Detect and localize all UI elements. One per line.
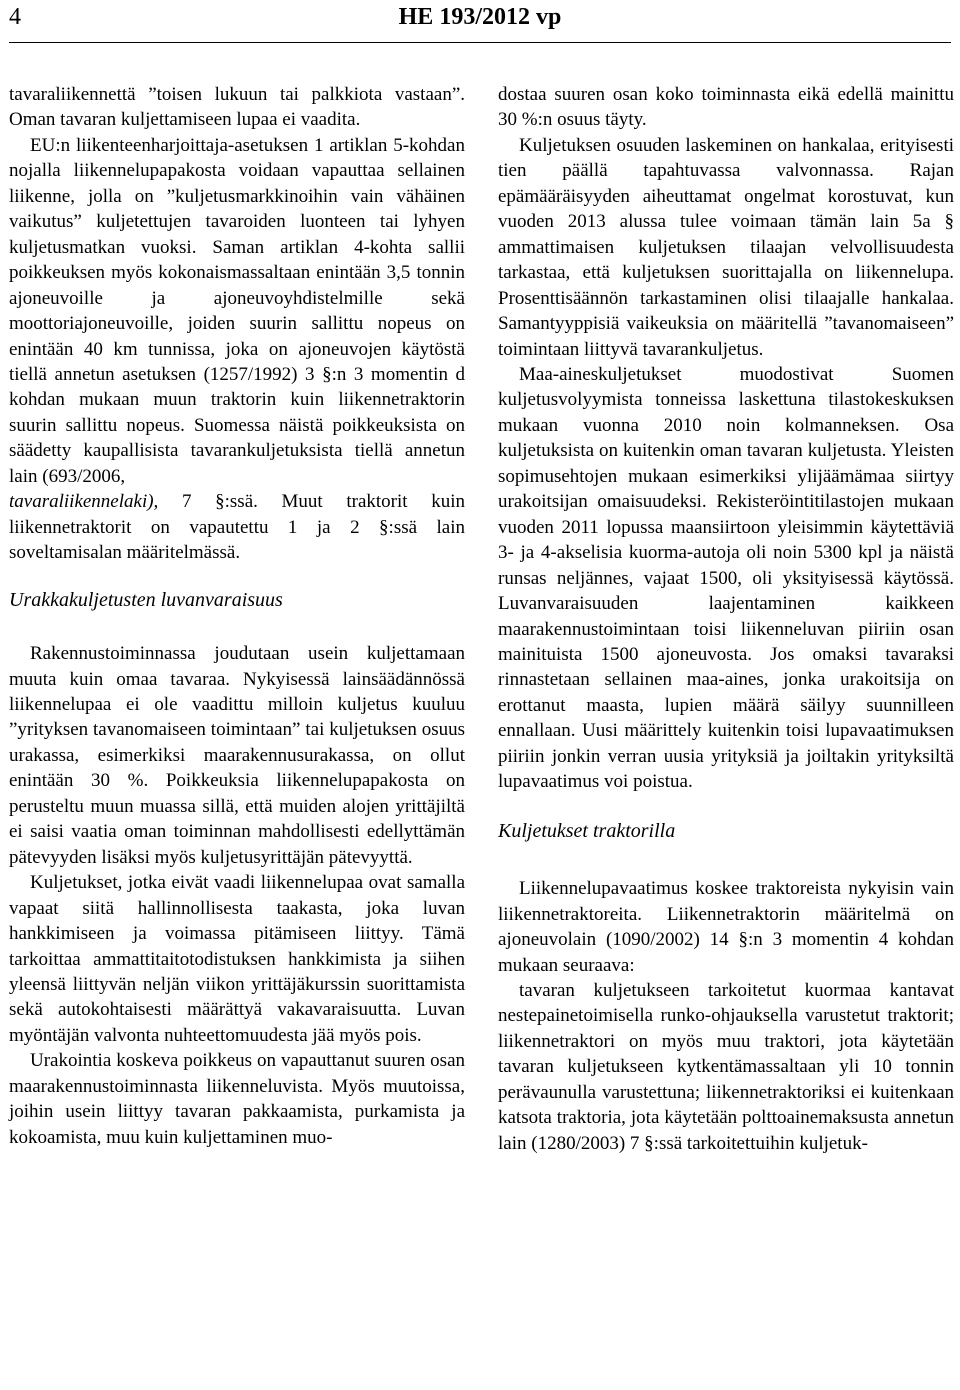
- left-paragraph-2-end: 7 §:ssä. Muut traktorit kuin liikennetraktorit on vapautettu 1 ja 2 §:ssä lain soveltamisalan määritelmässä.: [9, 491, 465, 564]
- law-short-name: tavaraliikennelaki),: [9, 491, 159, 513]
- section-heading-urakkakuljetusten: Urakkakuljetusten luvanvaraisuus: [9, 588, 283, 611]
- section-heading-kuljetukset-traktorilla: Kuljetukset traktorilla: [498, 819, 676, 842]
- header-rule: [9, 42, 951, 43]
- page-number: 4: [9, 4, 21, 30]
- right-paragraph-4: Liikennelupavaatimus koskee traktoreista nykyisin vain liikennetraktoreita. Liikennetraktorin määritelmä on ajoneuvolain (1090/2002) 14 §:n 3 momentin 4 kohdan mukaan seuraava:: [498, 878, 954, 976]
- left-paragraph-4: Kuljetukset, jotka eivät vaadi liikennelupaa ovat samalla vapaat siitä hallinnollisesta taakasta, joka luvan hankkimiseen ja voimassa pitämiseen liittyy. Tämä tarkoittaa ammattitaitotodistuksen hankkimista ja siihen yleensä liittyvän neljän viikon yrittäjäkurssin suorittamista sekä autokohtaisesti määrättyä vakavaraisuutta. Luvan myöntäjän valvonta nuhteettomuudesta jää myös pois.: [9, 872, 465, 1046]
- left-paragraph-2: [9, 133, 465, 566]
- left-paragraph-3: Rakennustoiminnassa joudutaan usein kuljettamaan muuta kuin omaa tavaraa. Nykyisessä lainsäädännössä liikennelupaa ei ole vaadittu milloin kuljetus kuuluu ”yrityksen tavanomaiseen toimintaan” tai kuljetuksen osuus urakassa, esimerkiksi maarakennusurakassa, on ollut enintään 30 %. Poikkeuksia liikennelupapakosta on perusteltu muun muassa sillä, että muiden alojen yrittäjiltä ei saisi vaatia oman toiminnan mahdollisesti edellyttämän pätevyyden lisäksi myös kuljetusyrittäjän pätevyyttä.: [9, 643, 465, 868]
- left-column: [9, 82, 465, 1150]
- left-paragraph-5: Urakointia koskeva poikkeus on vapauttanut suuren osan maarakennustoiminnasta liikenneluvista. Myös muutoissa, joihin usein liittyy tavaran pakkaamista, purkamista ja kokoamista, muu kuin kuljettaminen muo-: [9, 1050, 465, 1148]
- right-paragraph-3: Maa-aineskuljetukset muodostivat Suomen kuljetusvolyymista tonneissa laskettuna tilastokeskuksen mukaan vuonna 2010 noin kolmanneksen. Osa kuljetuksista on kuitenkin oman tavaran kuljetusta. Yleisten sopimusehtojen mukaan esimerkiksi ylijäämämaa siirtyy urakoitsijan omaisuudeksi. Rekisteröintitilastojen mukaan vuoden 2011 lopussa maansiirtoon yleisimmin käytettäviä 3- ja 4-akselisia kuorma-autoja oli noin 5300 kpl ja näistä runsas neljännes, vajaat 1500, oli yksityisessä käytössä. Luvanvaraisuuden laajentaminen kaikkeen maarakennustoimintaan toisi liikenneluvan piiriin osan mainituista 1500 ajoneuvosta. Jos omaksi tavaraksi rinnastetaan sellainen maa-aines, jonka urakoitsija on erottanut maasta, lupien määrä säilyy suunnilleen ennallaan. Uusi määrittely kuitenkin toisi lupavaatimuksen piiriin jonkin verran uusia yrityksiä ja joiltakin yrityksiltä lupavaatimus voi poistua.: [498, 363, 954, 793]
- right-paragraph-1: dostaa suuren osan koko toiminnasta eikä edellä mainittu 30 %:n osuus täyty.: [498, 84, 954, 131]
- left-paragraph-1: tavaraliikennettä ”toisen lukuun tai palkkiota vastaan”. Oman tavaran kuljettamiseen lupaa ei vaadita.: [9, 84, 465, 131]
- right-paragraph-2: Kuljetuksen osuuden laskeminen on hankalaa, erityisesti tien päällä tapahtuvassa valvonnassa. Rajan epämääräisyyden aiheuttamat ongelmat korostuvat, kun vuoden 2013 alussa tulee voimaan tämän lain 5a § ammattimaisen kuljetuksen tilaajan velvollisuudesta tarkastaa, että kuljetuksen suorittajalla on liikennelupa. Prosenttisäännön tarkastaminen olisi tilaajalle hankalaa. Samantyyppisiä vaikeuksia on määritellä ”tavanomaiseen” toimintaan liittyvä tavarankuljetus.: [498, 134, 954, 360]
- left-paragraph-2-text: EU:n liikenteenharjoittaja-asetuksen 1 artiklan 5-kohdan nojalla liikennelupapakosta voidaan vapauttaa sellainen liikenne, jolla on ”kuljetusmarkkinoihin vain vähäinen vaikutus” kuljetettujen tavaroiden luonteen tai lyhyen kuljetusmatkan vuoksi. Saman artiklan 4-kohta sallii poikkeuksen myös kokonaismassaltaan enintään 3,5 tonnin ajoneuvoille ja ajoneuvoyhdistelmille sekä moottoriajoneuvoille, joiden suurin sallittu nopeus on enintään 40 km tunnissa, joka on ajoneuvojen käytöstä tiellä annetun asetuksen (1257/1992) 3 §:n 3 momentin d kohdan mukaan muun traktorin kuin liikennetraktorin suurin sallittu nopeus. Suomessa näistä poikkeuksista on säädetty kaupallisista tavarankuljetuksista tiellä annetun lain (693/2006,: [9, 134, 465, 487]
- right-column: [498, 82, 954, 1156]
- right-paragraph-5: tavaran kuljetukseen tarkoitetut kuormaa kantavat nestepainetoimisella runko-ohjauksella varustetut traktorit; liikennetraktori on myös muu traktori, jota käytetään tavaran kuljetukseen kytkentämassaltaan yli 10 tonnin perävaunulla varustettuna; liikennetraktoriksi ei kuitenkaan katsota traktoria, jota käytetään polttoainemaksusta annetun lain (1280/2003) 7 §:ssä tarkoitettuihin kuljetuk-: [498, 979, 954, 1154]
- document-id-header: HE 193/2012 vp: [398, 4, 562, 30]
